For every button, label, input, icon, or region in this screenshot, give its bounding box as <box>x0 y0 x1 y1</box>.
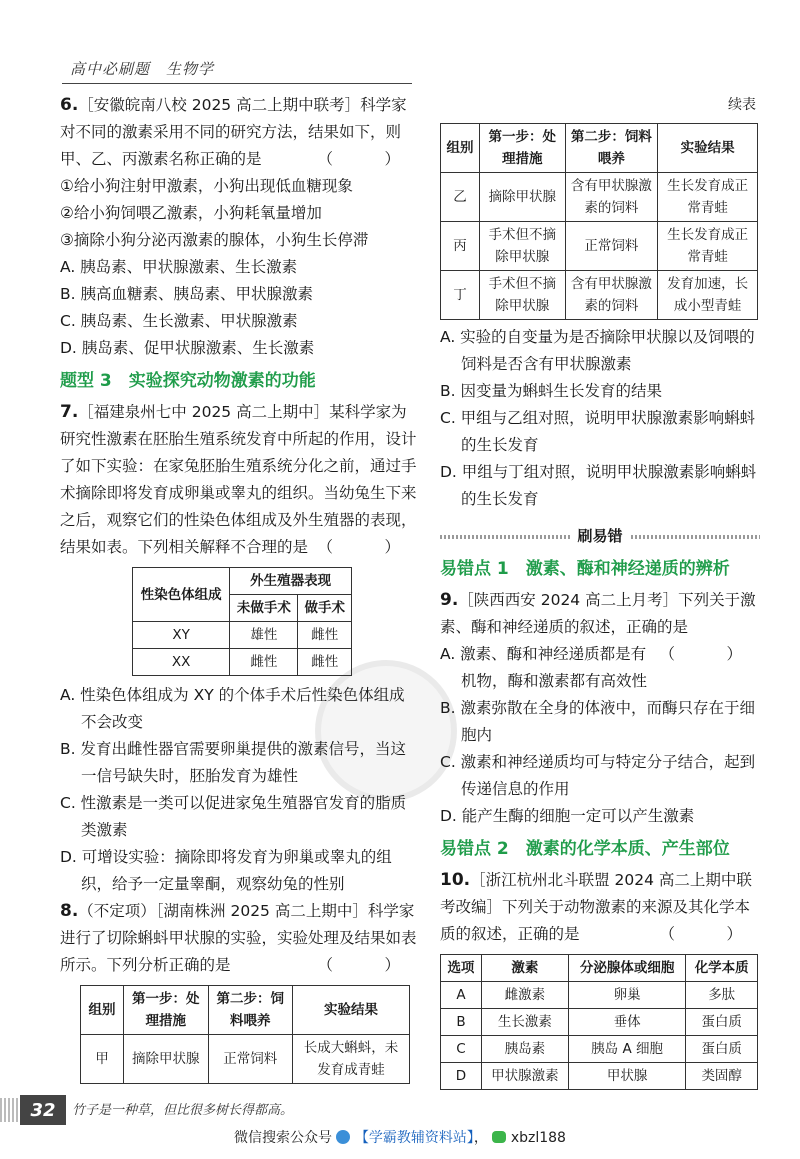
table-row <box>133 649 352 676</box>
footer-bar <box>0 1127 800 1147</box>
table-header: 实验结果 <box>293 986 410 1035</box>
right-column <box>440 92 760 1090</box>
table-header: 做手术 <box>298 595 352 622</box>
table-header: 第二步：饲料喂养 <box>208 986 293 1035</box>
table-row <box>441 1063 758 1090</box>
table-row <box>441 1036 758 1063</box>
table-cell: 含有甲状腺激素的饲料 <box>565 271 658 320</box>
option-b: B. 发育出雌性器官需要卵巢提供的激素信号，当这一信号缺失时，胚胎发育为雄性 <box>60 740 406 785</box>
question-number: 6. <box>60 95 79 115</box>
table-cell: 手术但不摘除甲状腺 <box>480 222 566 271</box>
question-stem: ［福建泉州七中 2025 高二上期中］某科学家为研究性激素在胚胎生殖系统发育中所起的作用，设计了如下实验：在家兔胚胎生殖系统分化之前，通过手术摘除即将发育成卵巢或睾丸的组织。当幼兔生下来之后，观察它们的性染色体组成及外生殖器的表现，结果如表。下列相关解释不合理的是 <box>60 403 417 556</box>
table-header: 组别 <box>441 124 480 173</box>
table-cell: 丙 <box>441 222 480 271</box>
table-cell: D <box>441 1063 482 1090</box>
table-cell: 甲 <box>81 1035 124 1084</box>
header-rule <box>62 83 412 84</box>
table-header: 激素 <box>481 955 568 982</box>
table-cell: 正常饲料 <box>565 222 658 271</box>
footer-dots <box>0 1098 20 1122</box>
option-d: D. 胰岛素、促甲状腺激素、生长激素 <box>60 339 315 357</box>
table-row <box>441 1009 758 1036</box>
hormone-table <box>440 954 758 1090</box>
footer-separator: ， <box>473 1130 488 1146</box>
table-cell: 正常饲料 <box>208 1035 293 1084</box>
table-cell: 雄性 <box>230 622 298 649</box>
table-header: 第二步：饲料喂养 <box>565 124 658 173</box>
question-7 <box>60 399 418 898</box>
option-b: B. 因变量为蝌蚪生长发育的结果 <box>440 382 662 400</box>
option-c: C. 性激素是一类可以促进家兔生殖器官发育的脂质类激素 <box>60 794 407 839</box>
question-stem: ［浙江杭州北斗联盟 2024 高二上期中联考改编］下列关于动物激素的来源及其化学本质的叙述，正确的是 <box>440 871 752 943</box>
item-2: ②给小狗饲喂乙激素，小狗耗氧量增加 <box>60 204 322 222</box>
table-row <box>441 982 758 1009</box>
answer-bracket: （ ） <box>317 538 418 556</box>
table-cell: 生长发育成正常青蛙 <box>658 173 758 222</box>
table-header: 化学本质 <box>686 955 758 982</box>
option-c: C. 甲组与乙组对照，说明甲状腺激素影响蝌蚪的生长发育 <box>440 409 756 454</box>
option-a: A. 胰岛素、甲状腺激素、生长激素 <box>60 258 298 276</box>
item-1: ①给小狗注射甲激素，小狗出现低血糖现象 <box>60 177 353 195</box>
question-stem: （不定项）［湖南株洲 2025 高二上期中］科学家进行了切除蝌蚪甲状腺的实验，实验处理及结果如表所示。下列分析正确的是 <box>60 902 417 974</box>
table-cell: 类固醇 <box>686 1063 758 1090</box>
table-header: 组别 <box>81 986 124 1035</box>
answer-bracket: （ ） <box>659 645 760 663</box>
table-cell: 丁 <box>441 271 480 320</box>
question-stem: ［安徽皖南八校 2025 高二上期中联考］科学家对不同的激素采用不同的研究方法，结果如下，则甲、乙、丙激素名称正确的是 <box>60 96 407 168</box>
question-stem: ［陕西西安 2024 高二上月考］下列关于激素、酶和神经递质的叙述，正确的是 <box>440 591 756 636</box>
option-d: D. 可增设实验：摘除即将发育为卵巢或睾丸的组织，给予一定量睾酮，观察幼兔的性别 <box>60 848 392 893</box>
section-title-err1: 易错点 1 激素、酶和神经递质的辨析 <box>440 559 730 579</box>
option-a: A. 性染色体组成为 XY 的个体手术后性染色体组成不会改变 <box>60 686 405 731</box>
section-title-type3: 题型 3 实验探究动物激素的功能 <box>60 371 316 391</box>
table-row <box>81 1035 410 1084</box>
frog-table-part2 <box>440 123 758 320</box>
question-6 <box>60 92 418 362</box>
table-cell: 含有甲状腺激素的饲料 <box>565 173 658 222</box>
table-cell: XX <box>133 649 230 676</box>
section-title-err2: 易错点 2 激素的化学本质、产生部位 <box>440 839 730 859</box>
table-cell: B <box>441 1009 482 1036</box>
table-cell: 摘除甲状腺 <box>124 1035 209 1084</box>
footer-search-prefix: 微信搜索公众号 <box>234 1130 333 1146</box>
table-cell: 雌性 <box>230 649 298 676</box>
table-cell: 手术但不摘除甲状腺 <box>480 271 566 320</box>
running-title: 高中必刷题 生物学 <box>70 60 215 78</box>
table-header: 外生殖器表现 <box>230 568 352 595</box>
question-number: 8. <box>60 901 79 921</box>
banner-title: 刷易错 <box>577 527 623 545</box>
table-cell: 多肽 <box>686 982 758 1009</box>
table-cell: 生长激素 <box>481 1009 568 1036</box>
table-cell: 雌性 <box>298 649 352 676</box>
option-b: B. 激素弥散在全身的体液中，而酶只存在于细胞内 <box>440 699 755 744</box>
option-d: D. 甲组与丁组对照，说明甲状腺激素影响蝌蚪的生长发育 <box>440 463 757 508</box>
table-header: 第一步：处理措施 <box>480 124 566 173</box>
table-cell: 垂体 <box>568 1009 686 1036</box>
table-cell: 蛋白质 <box>686 1009 758 1036</box>
footer-contact: xbzl188 <box>510 1130 566 1146</box>
left-column <box>60 92 418 1084</box>
globe-icon <box>336 1130 350 1144</box>
table-cell: 甲状腺激素 <box>481 1063 568 1090</box>
table-row <box>133 622 352 649</box>
continued-label: 续表 <box>728 97 756 113</box>
footer-motto: 竹子是一种草，但比很多树长得都高。 <box>72 1103 294 1118</box>
table-header: 性染色体组成 <box>133 568 230 622</box>
table-header: 选项 <box>441 955 482 982</box>
table-cell: 胰岛素 <box>481 1036 568 1063</box>
sex-table <box>132 567 352 676</box>
question-number: 7. <box>60 402 79 422</box>
question-number: 10. <box>440 870 471 890</box>
table-cell: 雌性 <box>298 622 352 649</box>
brush-error-banner <box>440 523 760 550</box>
table-cell: A <box>441 982 482 1009</box>
table-cell: 卵巢 <box>568 982 686 1009</box>
answer-bracket: （ ） <box>659 925 760 943</box>
option-b: B. 胰高血糖素、胰岛素、甲状腺激素 <box>60 285 313 303</box>
table-row <box>441 222 758 271</box>
table-header: 实验结果 <box>658 124 758 173</box>
table-cell: 长成大蝌蚪，未发育成青蛙 <box>293 1035 410 1084</box>
table-cell: 胰岛 A 细胞 <box>568 1036 686 1063</box>
table-header: 第一步：处理措施 <box>124 986 209 1035</box>
question-9 <box>440 587 760 830</box>
table-cell: 蛋白质 <box>686 1036 758 1063</box>
table-cell: XY <box>133 622 230 649</box>
item-3: ③摘除小狗分泌丙激素的腺体，小狗生长停滞 <box>60 231 369 249</box>
question-8 <box>60 898 418 1084</box>
option-a: A. 激素、酶和神经递质都是有机物，酶和激素都有高效性 <box>440 645 648 690</box>
table-header: 未做手术 <box>230 595 298 622</box>
table-header: 分泌腺体或细胞 <box>568 955 686 982</box>
chat-icon <box>492 1131 506 1143</box>
answer-bracket: （ ） <box>317 150 418 168</box>
table-cell: 雌激素 <box>481 982 568 1009</box>
table-row <box>441 173 758 222</box>
table-cell: 发育加速，长成小型青蛙 <box>658 271 758 320</box>
footer-account-name: 【学霸教辅资料站】 <box>354 1130 474 1146</box>
answer-bracket: （ ） <box>317 956 418 974</box>
table-cell: 生长发育成正常青蛙 <box>658 222 758 271</box>
option-d: D. 能产生酶的细胞一定可以产生激素 <box>440 807 695 825</box>
table-cell: 乙 <box>441 173 480 222</box>
question-10 <box>440 867 760 1090</box>
question-number: 9. <box>440 590 459 610</box>
table-cell: 摘除甲状腺 <box>480 173 566 222</box>
table-row <box>441 271 758 320</box>
page-number: 32 <box>20 1095 66 1125</box>
option-c: C. 胰岛素、生长激素、甲状腺激素 <box>60 312 298 330</box>
option-a: A. 实验的自变量为是否摘除甲状腺以及饲喂的饲料是否含有甲状腺激素 <box>440 328 755 373</box>
table-cell: C <box>441 1036 482 1063</box>
option-c: C. 激素和神经递质均可与特定分子结合，起到传递信息的作用 <box>440 753 756 798</box>
frog-table-part1 <box>80 985 410 1084</box>
table-cell: 甲状腺 <box>568 1063 686 1090</box>
